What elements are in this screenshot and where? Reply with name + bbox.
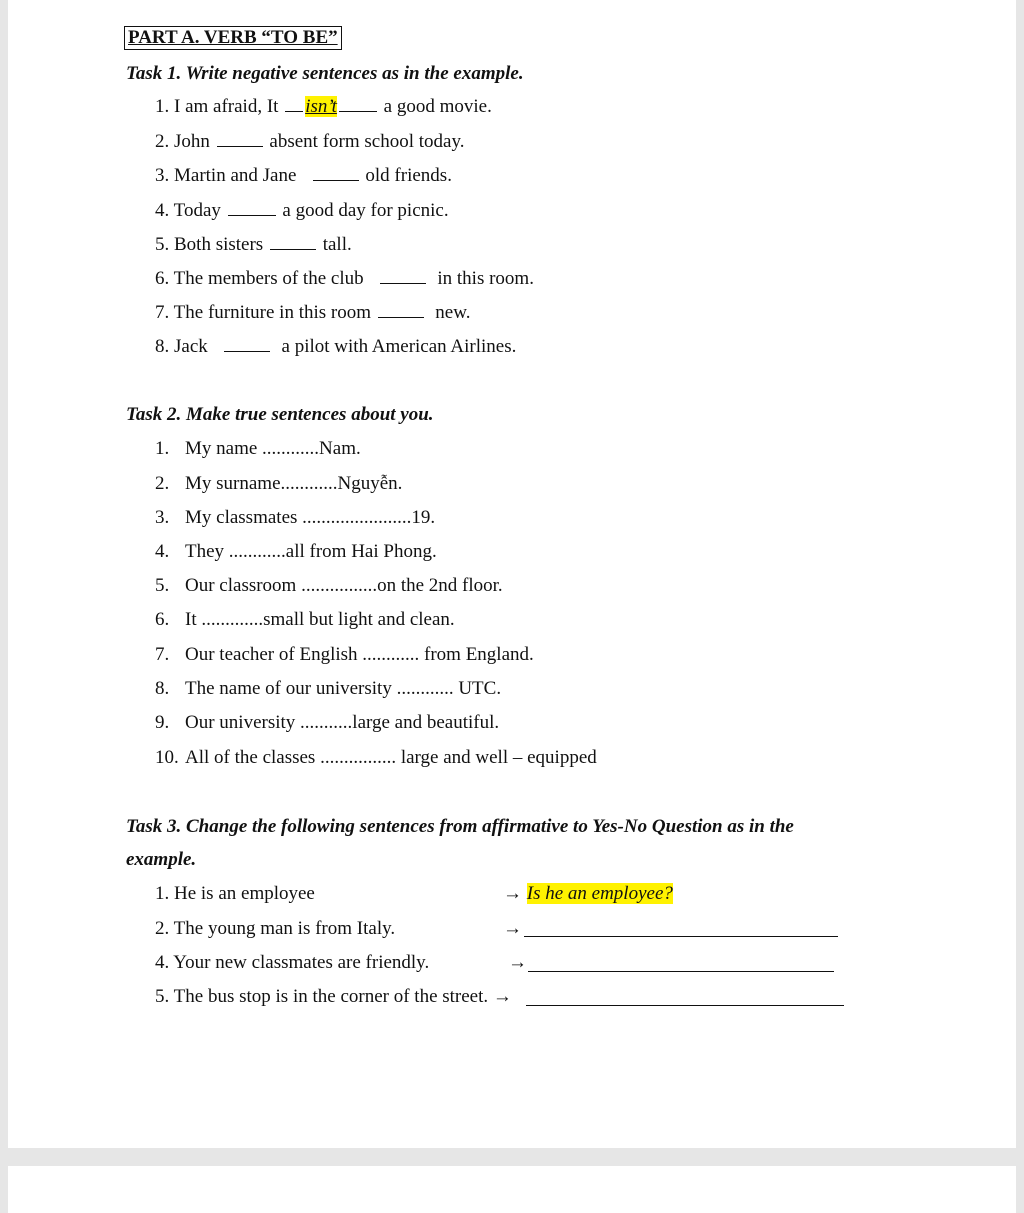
task1-item-6: 6. The members of the club in this room. bbox=[155, 268, 534, 289]
arrow-icon: → bbox=[492, 986, 512, 1007]
task1-item-2: 2. John absent form school today. bbox=[155, 131, 465, 152]
task3-title: Task 3. Change the following sentences from affirmative to Yes-No Question as in the bbox=[126, 816, 794, 837]
next-page bbox=[8, 1166, 1016, 1213]
task1-title: Task 1. Write negative sentences as in the example. bbox=[126, 63, 524, 84]
task2-item-6: 6. It .............small but light and clean. bbox=[155, 609, 455, 630]
arrow-icon: → bbox=[508, 952, 527, 973]
part-heading: PART A. VERB “TO BE” bbox=[124, 26, 342, 50]
answer-line-5 bbox=[526, 1004, 844, 1006]
arrow-icon: → bbox=[503, 883, 522, 904]
task2-item-10: 10. All of the classes ................ large and well – equipped bbox=[155, 747, 597, 768]
task1-item-1: 1. I am afraid, It isn’t a good movie. bbox=[155, 96, 492, 117]
task3-item-4: 4. Your new classmates are friendly. bbox=[155, 952, 430, 973]
task3-item-5: 5. The bus stop is in the corner of the street. → bbox=[155, 986, 512, 1007]
task2-item-9: 9. Our university ...........large and beautiful. bbox=[155, 712, 500, 733]
task1-item-5: 5. Both sisters tall. bbox=[155, 234, 352, 255]
task3-title-continued: example. bbox=[126, 849, 197, 870]
task3-example-answer: → Is he an employee? bbox=[503, 883, 673, 904]
arrow-icon: → bbox=[503, 918, 522, 939]
task2-item-7: 7. Our teacher of English ............ from England. bbox=[155, 644, 534, 665]
task2-item-2: 2. My surname............Nguyễn. bbox=[155, 473, 403, 494]
task1-item-7: 7. The furniture in this room new. bbox=[155, 302, 471, 323]
answer-line-4 bbox=[528, 970, 834, 972]
task3-item-2: 2. The young man is from Italy. bbox=[155, 918, 396, 939]
task2-item-5: 5. Our classroom ................on the 2nd floor. bbox=[155, 575, 503, 596]
task1-item-3: 3. Martin and Jane old friends. bbox=[155, 165, 452, 186]
task2-title: Task 2. Make true sentences about you. bbox=[126, 404, 434, 425]
task3-item-1: 1. He is an employee bbox=[155, 883, 315, 904]
task1-item-4: 4. Today a good day for picnic. bbox=[155, 200, 449, 221]
task1-item-8: 8. Jack a pilot with American Airlines. bbox=[155, 336, 517, 357]
example-answer: isn’t bbox=[305, 96, 337, 117]
task2-item-4: 4. They ............all from Hai Phong. bbox=[155, 541, 437, 562]
task2-item-8: 8. The name of our university ............ UTC. bbox=[155, 678, 502, 699]
task2-item-3: 3. My classmates .......................19. bbox=[155, 507, 436, 528]
answer-line-2 bbox=[524, 935, 838, 937]
task2-item-1: 1. My name ............Nam. bbox=[155, 438, 361, 459]
